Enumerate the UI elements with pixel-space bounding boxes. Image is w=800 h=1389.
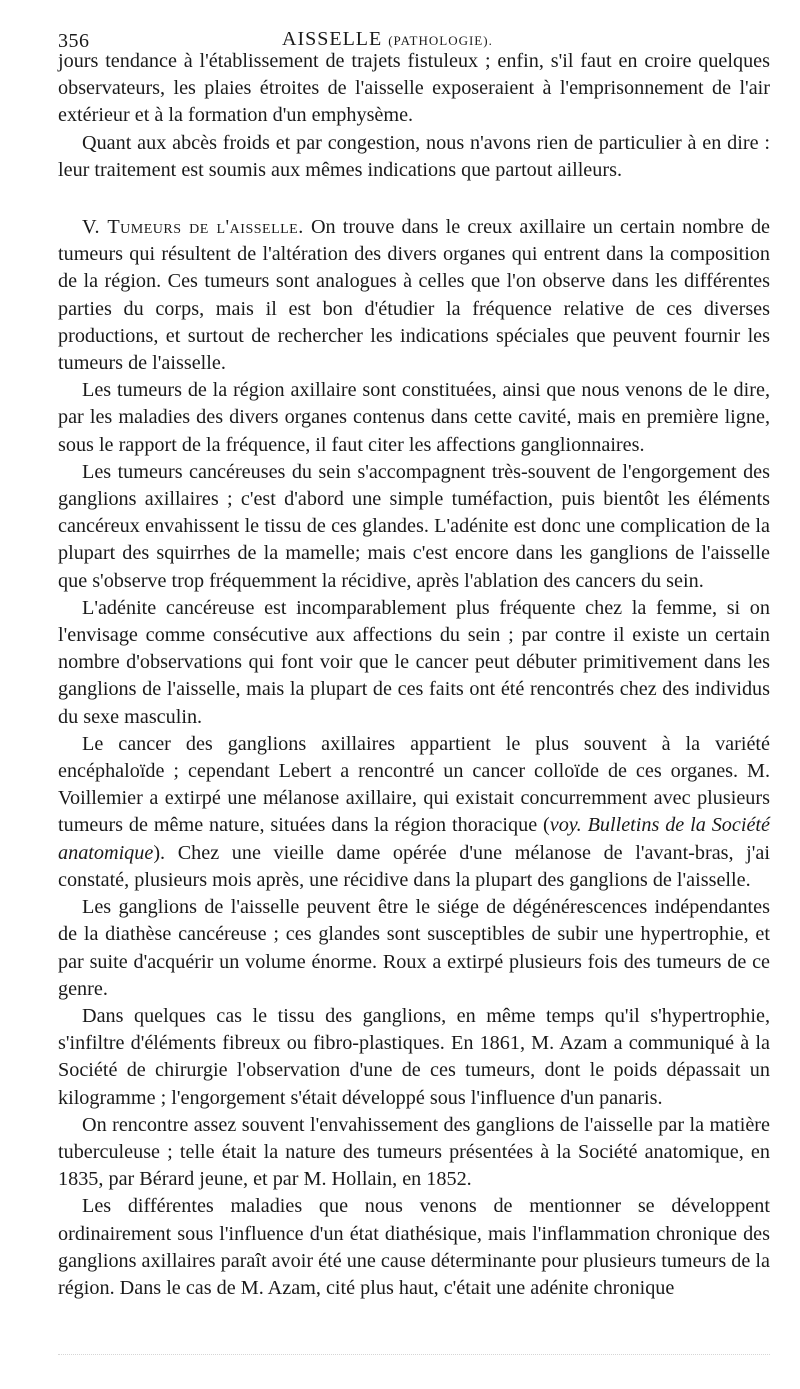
paragraph: On rencontre assez souvent l'envahissement des ganglions de l'aisselle par la matière tuberculeuse ; telle était la nature des tumeurs présentées à la Société anatomique, en 1835, par Bérard jeune, et par M. Hollain, en 1852. <box>58 1113 770 1191</box>
paragraph-cancer <box>58 731 770 894</box>
running-title-sub: (PATHOLOGIE). <box>388 33 493 48</box>
section-heading: V. Tumeurs de l'aisselle. <box>82 216 304 239</box>
section-gap <box>58 184 770 214</box>
document-page <box>58 14 770 1302</box>
running-head <box>58 14 770 52</box>
body-text <box>58 48 770 1302</box>
paragraph: Les tumeurs de la région axillaire sont constituées, ainsi que nous venons de le dire, par les maladies des divers organes contenus dans cette cavité, mais en première ligne, sous le rapport de la fréquence, il faut citer les affections ganglionnaires. <box>58 379 770 456</box>
paragraph: Les ganglions de l'aisselle peuvent être le siége de dégénérescences indépendantes de la diathèse cancéreuse ; ces glandes sont susceptibles de subir une hypertrophie, et par suite d'acquérir un volume énorme. Roux a extirpé plusieurs fois des tumeurs de ce genre. <box>58 896 770 1000</box>
paragraph-cancer-part-1: Le cancer des ganglions axillaires appartient le plus souvent à la variété encéphaloïde ; cependant Lebert a rencontré un cancer colloïde de ces organes. M. Voillemier a extirpé une mélanose axillaire, qui existait concurremment avec plusieurs tumeurs de même nature, situées dans la région thoracique ( <box>58 732 770 837</box>
section-intro-paragraph <box>58 214 770 377</box>
paragraph: Dans quelques cas le tissu des ganglions, en même temps qu'il s'hypertrophie, s'infiltre d'éléments fibreux ou fibro-plastiques. En 1861, M. Azam a communiqué à la Société de chirurgie l'observation d'une de ces tumeurs, dont le poids dépassait un kilogramme ; l'engorgement s'était développé sous l'influence d'un panaris. <box>58 1004 770 1109</box>
paragraph: Les tumeurs cancéreuses du sein s'accompagnent très-souvent de l'engorgement des ganglions axillaires ; c'est d'abord une simple tuméfaction, puis bientôt les éléments cancéreux envahissent le tissu de ces glandes. L'adénite est donc une complication de la plupart des squirrhes de la mamelle; mais c'est encore dans les ganglions de l'aisselle que s'observe trop fréquemment la récidive, après l'ablation des cancers du sein. <box>58 460 770 592</box>
paragraph: L'adénite cancéreuse est incomparablement plus fréquente chez la femme, si on l'envisage comme consécutive aux affections du sein ; par contre il existe un certain nombre d'observations qui font voir que le cancer peut débuter primitivement dans les ganglions de l'aisselle, mais la plupart de ces faits ont été rencontrés chez des individus du sexe masculin. <box>58 596 770 728</box>
running-title-main: AISSELLE <box>282 28 383 50</box>
paragraph: jours tendance à l'établissement de trajets fistuleux ; enfin, s'il faut en croire quelques observateurs, les plaies étroites de l'aisselle exposeraient à l'emprisonnement de l'air extérieur et à la formation d'un emphysème. <box>58 50 770 127</box>
page-bottom-rule <box>58 1354 770 1361</box>
paragraph-cancer-part-2: ). Chez une vieille dame opérée d'une mélanose de l'avant-bras, j'ai constaté, plusieurs mois après, une récidive dans la plupart des ganglions de l'aisselle. <box>58 841 770 891</box>
section-intro-text: On trouve dans le creux axillaire un certain nombre de tumeurs qui résultent de l'altération des divers organes qui entrent dans la composition de la région. Ces tumeurs sont analogues à celles que l'on observe dans les différentes parties du corps, mais il est bon d'étudier la fréquence relative de ces diverses productions, et surtout de rechercher les indications spéciales que peuvent fournir les tumeurs de l'aisselle. <box>58 216 771 375</box>
paragraph: Quant aux abcès froids et par congestion, nous n'avons rien de particulier à en dire : leur traitement est soumis aux mêmes indications que partout ailleurs. <box>58 131 770 181</box>
citation-italic: voy. Bulletins de la Société anatomique <box>58 814 770 864</box>
running-title <box>282 28 493 51</box>
paragraph: Les différentes maladies que nous venons de mentionner se développent ordinairement sous l'influence d'un état diathésique, mais l'inflammation chronique des ganglions axillaires paraît avoir été une cause déterminante pour plusieurs tumeurs de la région. Dans le cas de M. Azam, cité plus haut, c'était une adénite chronique <box>58 1195 770 1299</box>
page-number: 356 <box>58 30 90 52</box>
